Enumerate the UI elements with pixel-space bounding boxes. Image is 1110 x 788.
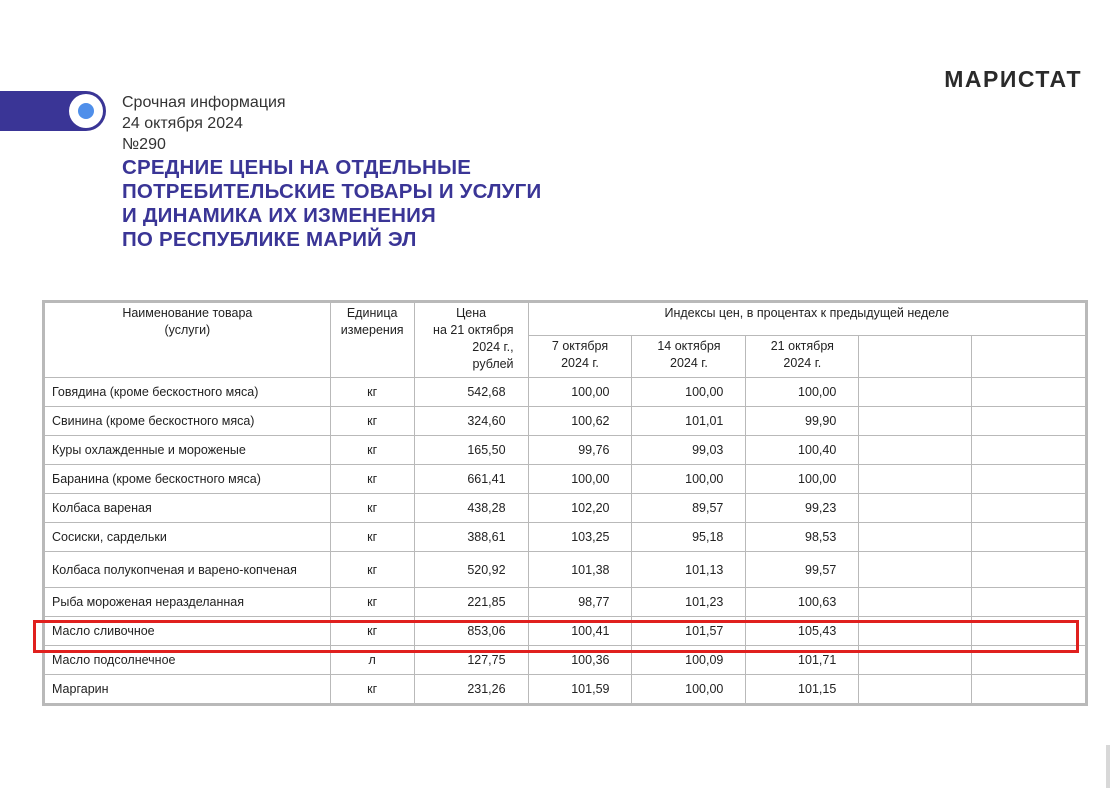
price-cell: 127,75 — [414, 646, 528, 675]
index-week-2-cell: 100,00 — [632, 465, 746, 494]
index-week-2-cell: 101,01 — [632, 407, 746, 436]
empty-cell — [859, 465, 972, 494]
index-week-1-cell: 101,59 — [528, 675, 632, 704]
price-cell: 438,28 — [414, 494, 528, 523]
index-week-1-cell: 100,62 — [528, 407, 632, 436]
header-week-3: 21 октября 2024 г. — [746, 336, 859, 378]
empty-cell — [859, 523, 972, 552]
index-week-2-cell: 101,13 — [632, 552, 746, 588]
index-week-3-cell: 105,43 — [746, 617, 859, 646]
table-row — [45, 378, 1086, 407]
price-cell: 231,26 — [414, 675, 528, 704]
scrollbar-edge — [1106, 745, 1110, 788]
product-name-cell: Маргарин — [45, 675, 331, 704]
title-line: И ДИНАМИКА ИХ ИЗМЕНЕНИЯ — [122, 204, 436, 227]
header-empty — [972, 336, 1086, 378]
empty-cell — [972, 552, 1086, 588]
index-week-2-cell: 95,18 — [632, 523, 746, 552]
highlight-frame — [33, 620, 1079, 653]
unit-cell: кг — [330, 675, 414, 704]
table-row — [45, 494, 1086, 523]
index-week-3-cell: 100,40 — [746, 436, 859, 465]
index-week-3-cell: 101,71 — [746, 646, 859, 675]
index-week-3-cell: 99,23 — [746, 494, 859, 523]
product-name-cell: Свинина (кроме бескостного мяса) — [45, 407, 331, 436]
index-week-2-cell: 100,09 — [632, 646, 746, 675]
index-week-2-cell: 100,00 — [632, 675, 746, 704]
index-week-1-cell: 102,20 — [528, 494, 632, 523]
product-name-cell: Колбаса вареная — [45, 494, 331, 523]
empty-cell — [859, 675, 972, 704]
release-date: 24 октября 2024 — [122, 115, 243, 132]
index-week-3-cell: 99,90 — [746, 407, 859, 436]
table-row — [45, 465, 1086, 494]
title-line: СРЕДНИЕ ЦЕНЫ НА ОТДЕЛЬНЫЕ — [122, 156, 472, 179]
tab-dot-icon — [78, 103, 94, 119]
empty-cell — [972, 523, 1086, 552]
title-line: ПОТРЕБИТЕЛЬСКИЕ ТОВАРЫ И УСЛУГИ — [122, 180, 542, 203]
header-product-name: Наименование товара (услуги) — [45, 303, 331, 378]
table-row — [45, 523, 1086, 552]
empty-cell — [972, 407, 1086, 436]
price-cell: 853,06 — [414, 617, 528, 646]
index-week-2-cell: 89,57 — [632, 494, 746, 523]
empty-cell — [859, 378, 972, 407]
release-type: Срочная информация — [122, 94, 286, 111]
unit-cell: л — [330, 646, 414, 675]
price-cell: 542,68 — [414, 378, 528, 407]
table-row — [45, 588, 1086, 617]
product-name-cell: Масло сливочное — [45, 617, 331, 646]
page-title — [122, 156, 541, 252]
index-week-1-cell: 100,00 — [528, 465, 632, 494]
unit-cell: кг — [330, 465, 414, 494]
release-number: №290 — [122, 136, 166, 153]
product-name-cell: Рыба мороженая неразделанная — [45, 588, 331, 617]
index-week-1-cell: 101,38 — [528, 552, 632, 588]
unit-cell: кг — [330, 436, 414, 465]
empty-cell — [972, 465, 1086, 494]
maristat-logo: МАРИСТАТ — [944, 66, 1082, 92]
table-row — [45, 436, 1086, 465]
price-cell: 661,41 — [414, 465, 528, 494]
empty-cell — [972, 675, 1086, 704]
empty-cell — [972, 494, 1086, 523]
product-name-cell: Сосиски, сардельки — [45, 523, 331, 552]
product-name-cell: Баранина (кроме бескостного мяса) — [45, 465, 331, 494]
empty-cell — [859, 407, 972, 436]
index-week-3-cell: 100,63 — [746, 588, 859, 617]
product-name-cell: Колбаса полукопченая и варено-копченая — [45, 552, 331, 588]
index-week-1-cell: 100,41 — [528, 617, 632, 646]
empty-cell — [972, 378, 1086, 407]
header-unit: Единица измерения — [330, 303, 414, 378]
empty-cell — [859, 588, 972, 617]
index-week-1-cell: 103,25 — [528, 523, 632, 552]
index-week-2-cell: 101,23 — [632, 588, 746, 617]
unit-cell: кг — [330, 552, 414, 588]
price-cell: 221,85 — [414, 588, 528, 617]
section-tab-marker — [0, 91, 106, 131]
index-week-3-cell: 100,00 — [746, 465, 859, 494]
unit-cell: кг — [330, 617, 414, 646]
unit-cell: кг — [330, 588, 414, 617]
header-week-1: 7 октября 2024 г. — [528, 336, 632, 378]
index-week-2-cell: 99,03 — [632, 436, 746, 465]
unit-cell: кг — [330, 494, 414, 523]
index-week-1-cell: 99,76 — [528, 436, 632, 465]
header-week-2: 14 октября 2024 г. — [632, 336, 746, 378]
price-cell: 388,61 — [414, 523, 528, 552]
index-week-1-cell: 100,36 — [528, 646, 632, 675]
index-week-3-cell: 100,00 — [746, 378, 859, 407]
empty-cell — [859, 436, 972, 465]
unit-cell: кг — [330, 407, 414, 436]
empty-cell — [859, 552, 972, 588]
empty-cell — [972, 436, 1086, 465]
index-week-3-cell: 98,53 — [746, 523, 859, 552]
table-row — [45, 675, 1086, 704]
product-name-cell: Масло подсолнечное — [45, 646, 331, 675]
index-week-2-cell: 100,00 — [632, 378, 746, 407]
index-week-2-cell: 101,57 — [632, 617, 746, 646]
product-name-cell: Говядина (кроме бескостного мяса) — [45, 378, 331, 407]
product-name-cell: Куры охлажденные и мороженые — [45, 436, 331, 465]
price-cell: 165,50 — [414, 436, 528, 465]
price-cell: 520,92 — [414, 552, 528, 588]
header-price: Цена на 21 октября 2024 г., рублей — [414, 303, 528, 378]
unit-cell: кг — [330, 378, 414, 407]
index-week-3-cell: 101,15 — [746, 675, 859, 704]
index-week-1-cell: 100,00 — [528, 378, 632, 407]
title-line: ПО РЕСПУБЛИКЕ МАРИЙ ЭЛ — [122, 228, 417, 251]
unit-cell: кг — [330, 523, 414, 552]
header-index-group: Индексы цен, в процентах к предыдущей неделе — [528, 303, 1085, 336]
index-week-3-cell: 99,57 — [746, 552, 859, 588]
header-empty — [859, 336, 972, 378]
table-row — [45, 407, 1086, 436]
empty-cell — [859, 494, 972, 523]
table-row — [45, 552, 1086, 588]
index-week-1-cell: 98,77 — [528, 588, 632, 617]
price-cell: 324,60 — [414, 407, 528, 436]
empty-cell — [972, 588, 1086, 617]
release-meta — [122, 92, 286, 155]
